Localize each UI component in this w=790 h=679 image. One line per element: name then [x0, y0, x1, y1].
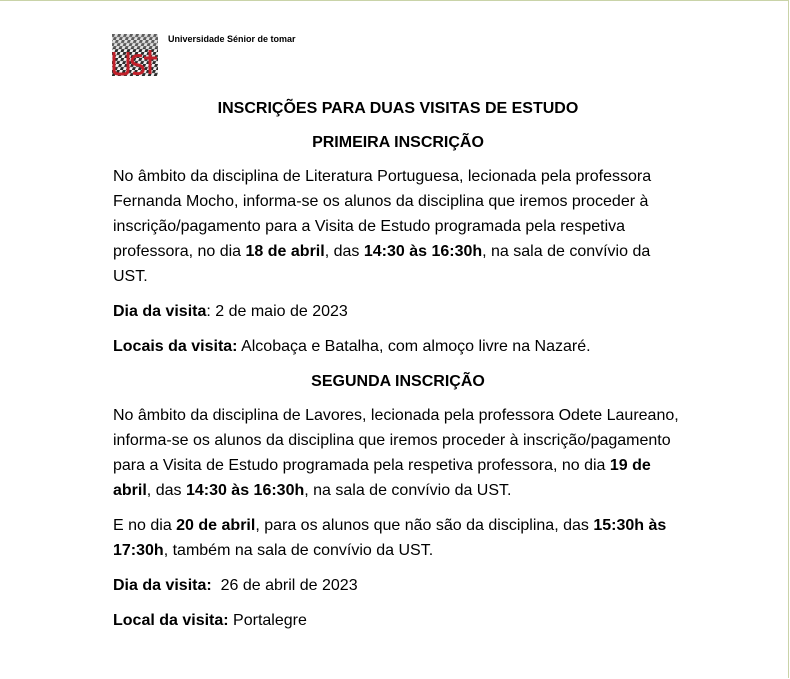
- field-label: Locais da visita:: [113, 338, 238, 355]
- second-visit-location: [113, 608, 683, 633]
- extra-session-date: 20 de abril: [176, 517, 256, 534]
- second-text-part: , para os alunos que não são da disciplina, das: [255, 517, 594, 534]
- field-value: : 2 de maio de 2023: [206, 303, 348, 320]
- second-text-part: , das: [146, 482, 186, 499]
- first-text-part: No âmbito da disciplina de Literatura Portuguesa, lecionada pela professora Fernanda Mocho, informa-se os alunos da disciplina que iremos proceder à inscrição/pagamento para a Visita de Estudo programada pela respetiva professora, no dia: [113, 168, 652, 260]
- second-extra-session-text: [113, 513, 683, 563]
- second-registration-text: [113, 403, 683, 503]
- second-text-part: , também na sala de convívio da UST.: [163, 542, 434, 559]
- field-value: Alcobaça e Batalha, com almoço livre na Nazaré.: [237, 338, 591, 355]
- second-text-part: No âmbito da disciplina de Lavores, lecionada pela professora Odete Laureano, informa-se os alunos da disciplina que iremos proceder à inscrição/pagamento para a Visita de Estudo programada pela respetiva professora, no dia: [113, 407, 679, 474]
- second-text-part: , na sala de convívio da UST.: [304, 482, 512, 499]
- second-registration-heading: SEGUNDA INSCRIÇÃO: [311, 373, 485, 390]
- document-body: [113, 96, 683, 643]
- first-registration-heading: PRIMEIRA INSCRIÇÃO: [312, 134, 484, 151]
- second-registration-time: 14:30 às 16:30h: [185, 482, 305, 499]
- second-text-part: E no dia: [113, 517, 177, 534]
- field-label: Dia da visita:: [113, 577, 212, 594]
- first-registration-date: 18 de abril: [245, 243, 325, 260]
- second-registration-date: 19 de abril: [113, 457, 651, 499]
- first-registration-text: [113, 164, 683, 289]
- field-label: Local da visita:: [113, 612, 229, 629]
- document-title: INSCRIÇÕES PARA DUAS VISITAS DE ESTUDO: [217, 100, 579, 117]
- field-value: 26 de abril de 2023: [211, 577, 358, 594]
- institution-name: Universidade Sénior de tomar: [168, 34, 296, 44]
- first-visit-locations: [113, 334, 683, 359]
- field-label: Dia da visita: [113, 303, 207, 320]
- document-header: [112, 34, 296, 76]
- first-text-part: , das: [324, 243, 364, 260]
- second-visit-day: [113, 573, 683, 598]
- first-registration-time: 14:30 às 16:30h: [363, 243, 483, 260]
- first-text-part: , na sala de convívio da UST.: [113, 243, 651, 285]
- first-visit-day: [113, 299, 683, 324]
- ust-logo: [112, 34, 158, 76]
- extra-session-time: 15:30h às 17:30h: [113, 517, 667, 559]
- field-value: Portalegre: [228, 612, 307, 629]
